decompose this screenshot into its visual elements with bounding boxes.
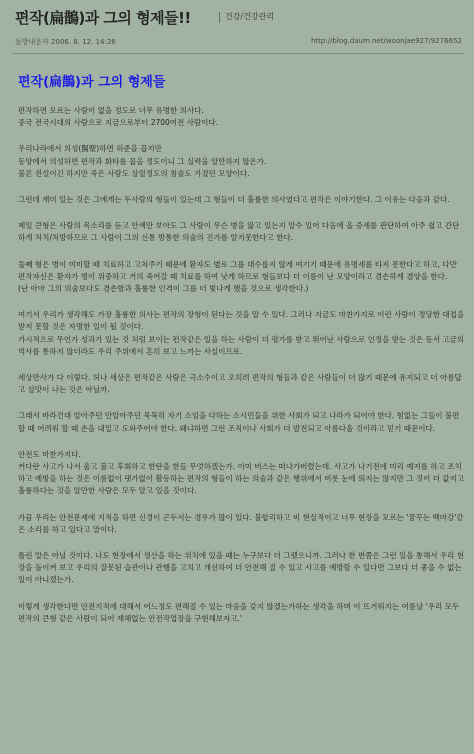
paragraph-line: 세상만사가 다 이렇다. 허나 세상은 편작같은 사람은 극소수이고 오히려 편작의 형들과 같은 사람들이 더 많기 때문에 유지되고 더 아름답고 살맛이 나는 것은 아닐까. <box>18 373 462 395</box>
article-paragraph <box>18 105 466 129</box>
article-paragraph <box>18 410 466 434</box>
paragraph-line: 커다란 사고가 나서 울고 불고 후회하고 한탄을 한들 무엇하겠는가. 이미 버스는 떠나가버렸는데. 사고가 나기전에 미리 예지를 하고 조치하고 예방을 하는 것은 이름없이 댓가없이 활동하는 편작의 형들이 하는 의술과 같은 행위에서 비롯 눈에 띄지는 않지만 그 것이 더 값지고 훌륭하다는 것을 알만한 사람은 모두 알고 있을 것이다. <box>18 462 465 496</box>
title-separator <box>219 12 220 23</box>
article-paragraph <box>18 449 466 498</box>
paragraph-line: 틀린 말은 아닐 것이다. 나도 현장에서 생산을 하는 위치에 있을 때는 누구보다 더 그랬으니까. 그러나 한 번쯤은 그런 일을 통해서 우리 현장을 돌이켜 보고 우리의 잘못된 습관이나 관행을 고치고 개선하여 더 안전해 질 수 있고 사고를 예방할 수 있다면 그보다 더 좋을 수 없는 일이 아니겠는가. <box>18 551 465 585</box>
paragraph-line: 제일 큰형은 사람의 목소리를 듣고 안색만 보아도 그 사람이 무슨 병을 앓고 있는지 알수 있어 다음에 올 증세를 판단하여 아주 쉽고 간단하게 처치/처방하므로 그 사람이 그의 신통 방통한 의술의 진가를 알지못한다고 한다. <box>18 221 460 243</box>
paragraph-line: 가시적으로 무언가 성과가 있는 것 처럼 보이는 편작같은 일을 하는 사람이 더 평가를 받고 뛰어난 사람으로 인정을 받는 것은 동서 고금의 역사를 통하지 않더라도 우리 주위에서 흔히 보고 느끼는 사실이므로. <box>18 334 465 356</box>
article-paragraph <box>18 601 466 625</box>
article-body <box>18 105 466 639</box>
paragraph-line: (난 아마 그의 의술보다도 겸손함과 훌륭한 인격이 그를 더 빛나게 했을 것으로 생각한다.) <box>18 284 309 294</box>
paragraph-line: 편작하면 모르는 사람이 없을 정도로 너무 유명한 의사다. <box>18 106 204 115</box>
paragraph-line: 가끔 우리는 안전문제에 지적을 하면 신경이 곤두서는 경우가 많이 있다. 불합리하고 비 현실적이고 너무 현장을 모르는 '꿈꾸는 백마강'같은 소리를 하고 있다고 말이다. <box>18 512 464 534</box>
post-title[interactable]: 편작(扁鵲)과 그의 형제들!! <box>15 9 191 27</box>
article-paragraph <box>18 550 466 587</box>
post-meta <box>0 34 474 52</box>
article-paragraph <box>18 194 466 206</box>
paragraph-line: 여기서 우리가 생각해도 가장 훌륭한 의사는 편작의 장형이 된다는 것을 알 수 있다. 그러나 지금도 마찬가지로 이런 사람이 정당한 대접을 받지 못할 것은 자명한 일이 될 것이다. <box>18 310 465 332</box>
paragraph-line: 중국 전국시대의 사람으로 지금으로부터 2700여전 사람이다. <box>18 118 219 128</box>
article-paragraph <box>18 309 466 358</box>
article-paragraph <box>18 143 466 180</box>
article-paragraph <box>18 512 466 536</box>
paragraph-line: 그런데 재미 있는 것은 그에게는 두사람의 형들이 있는데 그 형들이 더 훌륭한 의사였다고 편작은 이야기한다. 그 이유는 다음과 같다. <box>18 195 450 205</box>
post-header <box>0 0 474 34</box>
paragraph-line: 이렇게 생각한다면 안전지적에 대해서 어느정도 편해질 수 있는 마음을 갖지 않겠는가하는 생각을 하며 이 뜨거워지는 여름날 '우리 모두 편작의 큰형 같은 사람이 되어 재해없는 안전작업장을 구현해보자고.' <box>18 601 460 623</box>
header-divider <box>12 53 464 54</box>
post-category[interactable]: 건강/건강관리 <box>225 12 275 21</box>
paragraph-line: 안전도 마찬가지다. <box>18 449 81 459</box>
author-and-date: 돌방내운자 2006. 8. 12. 14:26 <box>15 38 116 46</box>
article-heading: 편작(扁鵲)과 그의 형제들 <box>18 75 166 90</box>
paragraph-line: 그래서 바라건대 알아주던 안알아주던 묵묵히 자기 소임을 다하는 소시민들을 위한 사회가 되고 나라가 되어야 한다. 힘없는 그들이 불편할 때 어려워 할 때 손을 내밀고 도와주어야 한다. 왜냐하면 그런 조직이나 사회가 더 발전되고 아름다울 것이라고 믿기 때문이다. <box>18 411 460 433</box>
paragraph-line: 둘째 형은 병이 미미할 때 치료하고 고쳐주기 때문에 환자도 별로 그를 대수롭지 않게 여기기 때문에 유명세를 타지 못한다고 하고, 다만 편작자신은 환자가 병이 위중하고 거의 죽어갈 때 치료를 하여 낫게 하므로 형들보다 더 이름이 난 모양이라고 겸손하게 겸양을 한다. <box>18 259 457 281</box>
paragraph-line: 동양에서 의성하면 편작과 화타를 꼽을 정도이니 그 실력을 알만하지 않은가. <box>18 156 267 166</box>
article-paragraph <box>18 259 466 296</box>
article-paragraph <box>18 220 466 244</box>
article-paragraph <box>18 372 466 396</box>
paragraph-line: 물론 전설이긴 하지만 죽은 사람도 살릴정도의 침술도 가졌던 모양이다. <box>18 168 250 178</box>
post-url[interactable]: http://blog.daum.net/woonjae927/9276652 <box>310 37 462 45</box>
paragraph-line: 우리나라에서 의성(醫聖)하면 허준을 꼽지만 <box>18 144 162 154</box>
